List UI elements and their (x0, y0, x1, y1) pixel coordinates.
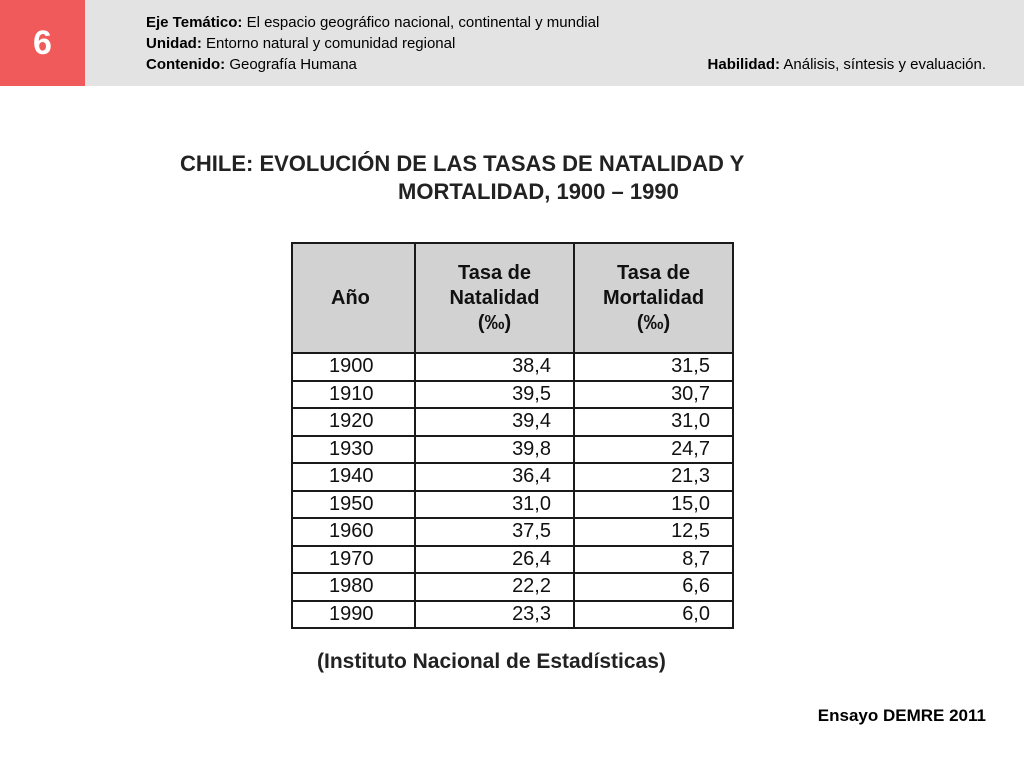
figure-title (180, 150, 820, 206)
header-mortalidad-line2: Mortalidad (602, 286, 705, 309)
header-cell-year (292, 243, 415, 353)
cell-mortalidad: 12,5 (574, 518, 733, 546)
cell-year: 1950 (292, 491, 415, 519)
table-body (292, 353, 733, 628)
cell-natalidad: 22,2 (415, 573, 574, 601)
cell-year: 1990 (292, 601, 415, 629)
habilidad-value: Análisis, síntesis y evaluación. (780, 56, 986, 73)
unidad-line (146, 34, 455, 53)
table-row (292, 408, 733, 436)
cell-natalidad: 31,0 (415, 491, 574, 519)
table-row (292, 518, 733, 546)
table-row (292, 546, 733, 574)
header-cell-mortalidad (574, 243, 733, 353)
cell-mortalidad: 31,5 (574, 353, 733, 381)
question-number: 6 (0, 0, 85, 86)
cell-mortalidad: 31,0 (574, 408, 733, 436)
table-header-row (292, 243, 733, 353)
unidad-value: Entorno natural y comunidad regional (201, 35, 456, 52)
eje-label: Eje Temático: (146, 14, 243, 31)
table-row (292, 601, 733, 629)
habilidad-label: Habilidad: (707, 56, 781, 73)
header-cell-natalidad (415, 243, 574, 353)
table-row (292, 573, 733, 601)
cell-natalidad: 39,5 (415, 381, 574, 409)
table-row (292, 381, 733, 409)
header-year-label: Año (331, 286, 370, 309)
header-natalidad-line2: Natalidad (449, 286, 540, 309)
cell-natalidad: 23,3 (415, 601, 574, 629)
cell-natalidad: 37,5 (415, 518, 574, 546)
habilidad-line (708, 55, 986, 74)
eje-tematico-line (146, 13, 599, 32)
cell-mortalidad: 24,7 (574, 436, 733, 464)
cell-mortalidad: 6,0 (574, 601, 733, 629)
table-row (292, 353, 733, 381)
footer-credit: Ensayo DEMRE 2011 (817, 706, 986, 725)
cell-year: 1960 (292, 518, 415, 546)
table-row (292, 463, 733, 491)
cell-natalidad: 36,4 (415, 463, 574, 491)
unidad-label: Unidad: (146, 35, 202, 52)
header-natalidad-line1: Tasa de (458, 261, 531, 284)
cell-year: 1920 (292, 408, 415, 436)
cell-mortalidad: 6,6 (574, 573, 733, 601)
cell-year: 1930 (292, 436, 415, 464)
header-mortalidad-line1: Tasa de (617, 261, 690, 284)
table-row (292, 436, 733, 464)
cell-year: 1940 (292, 463, 415, 491)
eje-value: El espacio geográfico nacional, continental y mundial (242, 14, 600, 31)
cell-natalidad: 39,4 (415, 408, 574, 436)
cell-natalidad: 26,4 (415, 546, 574, 574)
cell-natalidad: 39,8 (415, 436, 574, 464)
cell-mortalidad: 15,0 (574, 491, 733, 519)
cell-mortalidad: 30,7 (574, 381, 733, 409)
contenido-line (146, 55, 357, 74)
table-row (292, 491, 733, 519)
source-note: (Instituto Nacional de Estadísticas) (317, 650, 666, 673)
contenido-label: Contenido: (146, 56, 226, 73)
cell-mortalidad: 21,3 (574, 463, 733, 491)
cell-year: 1970 (292, 546, 415, 574)
header-mortalidad-unit: (‰) (636, 311, 671, 334)
cell-mortalidad: 8,7 (574, 546, 733, 574)
figure-title-line1: CHILE: EVOLUCIÓN DE LAS TASAS DE NATALIDAD Y (180, 151, 745, 176)
cell-year: 1900 (292, 353, 415, 381)
rates-table (291, 242, 734, 629)
cell-natalidad: 38,4 (415, 353, 574, 381)
figure-title-line2: MORTALIDAD, 1900 – 1990 (398, 179, 679, 204)
contenido-value: Geografía Humana (225, 56, 357, 73)
cell-year: 1980 (292, 573, 415, 601)
cell-year: 1910 (292, 381, 415, 409)
header-natalidad-unit: (‰) (477, 311, 512, 334)
